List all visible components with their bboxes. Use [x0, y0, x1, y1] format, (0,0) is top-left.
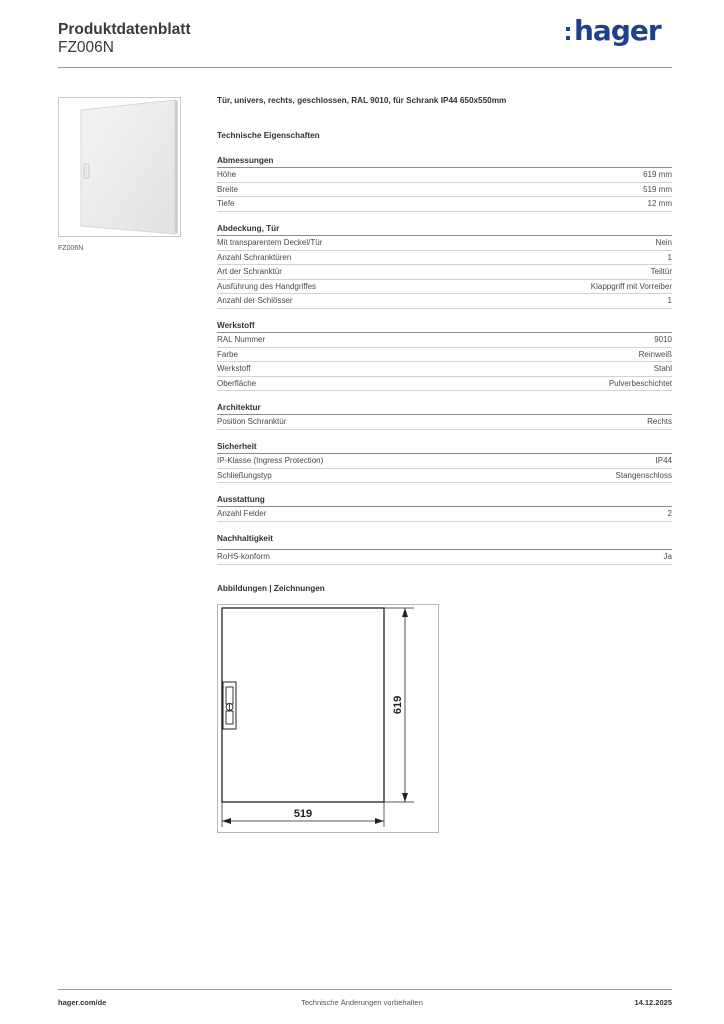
- section-ausstattung: [217, 493, 672, 522]
- table-row: [217, 362, 672, 377]
- table-row: [217, 454, 672, 469]
- row-label: Anzahl Schranktüren: [217, 252, 292, 262]
- row-label: Position Schranktür: [217, 417, 287, 426]
- row-label: Farbe: [217, 349, 238, 359]
- handle-icon: [223, 682, 236, 729]
- technical-drawing: [217, 604, 439, 833]
- brand-logo[interactable]: hager: [574, 14, 661, 47]
- row-label: Werkstoff: [217, 364, 251, 374]
- figures-heading: Abbildungen | Zeichnungen: [217, 584, 325, 593]
- row-label: Breite: [217, 184, 238, 194]
- table-row: [217, 333, 672, 348]
- table-row: [217, 251, 672, 266]
- table-row: [217, 168, 672, 183]
- row-value: Stangenschloss: [615, 470, 672, 480]
- row-label: Tiefe: [217, 199, 235, 209]
- footer-date: 14.12.2025: [634, 998, 672, 1007]
- section-abdeckung-tuer: [217, 222, 672, 309]
- row-label: Anzahl der Schlösser: [217, 296, 293, 306]
- section-sicherheit: [217, 440, 672, 483]
- table-row: [217, 280, 672, 295]
- product-image-caption: FZ006N: [58, 245, 84, 252]
- table-row: [217, 507, 672, 522]
- section-title: Werkstoff: [217, 319, 672, 333]
- row-value: Stahl: [653, 364, 672, 374]
- row-label: Art der Schranktür: [217, 267, 282, 277]
- width-dimension-label: 519: [293, 808, 313, 820]
- row-value: 619 mm: [643, 170, 672, 179]
- page-title: Produktdatenblatt: [58, 21, 191, 38]
- table-row: [217, 348, 672, 363]
- row-label: RAL Nummer: [217, 335, 266, 344]
- row-value: Klappgriff mit Vorreiber: [590, 281, 672, 291]
- row-label: Oberfläche: [217, 378, 257, 388]
- row-value: 1: [667, 296, 672, 306]
- tech-properties-heading: Technische Eigenschaften: [217, 131, 320, 140]
- section-title: Abdeckung, Tür: [217, 222, 672, 236]
- table-row: [217, 265, 672, 280]
- row-value: 519 mm: [643, 184, 672, 194]
- section-architektur: [217, 401, 672, 430]
- table-row: [217, 377, 672, 392]
- section-title: Ausstattung: [217, 493, 672, 507]
- product-code: FZ006N: [58, 39, 114, 56]
- row-value: 12 mm: [647, 199, 672, 209]
- row-value: Reinweiß: [638, 349, 672, 359]
- table-row: [217, 469, 672, 484]
- footer-website-link[interactable]: hager.com/de: [58, 998, 107, 1007]
- row-value: Nein: [655, 238, 672, 247]
- row-label: RoHS-konform: [217, 552, 270, 561]
- section-title: Sicherheit: [217, 440, 672, 454]
- product-image: [58, 97, 181, 237]
- row-value: IP44: [655, 456, 672, 465]
- footer-disclaimer: Technische Änderungen vorbehalten: [301, 998, 423, 1007]
- row-label: Anzahl Felder: [217, 509, 267, 518]
- section-abmessungen: [217, 154, 672, 212]
- section-title: Architektur: [217, 401, 672, 415]
- table-row: [217, 294, 672, 309]
- table-row: [217, 236, 672, 251]
- footer-divider: [58, 989, 672, 990]
- row-value: Ja: [663, 552, 672, 561]
- table-row: [217, 550, 672, 565]
- table-row: [217, 415, 672, 430]
- row-label: Höhe: [217, 170, 237, 179]
- section-title: Nachhaltigkeit: [217, 532, 672, 550]
- row-value: Teiltür: [650, 267, 672, 277]
- product-description: Tür, univers, rechts, geschlossen, RAL 9010, für Schrank IP44 650x550mm: [217, 96, 507, 105]
- row-value: 1: [667, 252, 672, 262]
- section-title: Abmessungen: [217, 154, 672, 168]
- table-row: [217, 183, 672, 198]
- row-value: Pulverbeschichtet: [608, 378, 672, 388]
- row-value: 2: [667, 509, 672, 518]
- row-value: Rechts: [647, 417, 672, 426]
- height-dimension-label: 619: [392, 695, 404, 715]
- row-label: IP-Klasse (Ingress Protection): [217, 456, 324, 465]
- row-value: 9010: [654, 335, 672, 344]
- section-nachhaltigkeit: [217, 532, 672, 565]
- row-label: Ausführung des Handgriffes: [217, 281, 317, 291]
- header-divider: [58, 67, 672, 68]
- row-label: Mit transparentem Deckel/Tür: [217, 238, 323, 247]
- section-werkstoff: [217, 319, 672, 391]
- table-row: [217, 197, 672, 212]
- row-label: Schließungstyp: [217, 470, 272, 480]
